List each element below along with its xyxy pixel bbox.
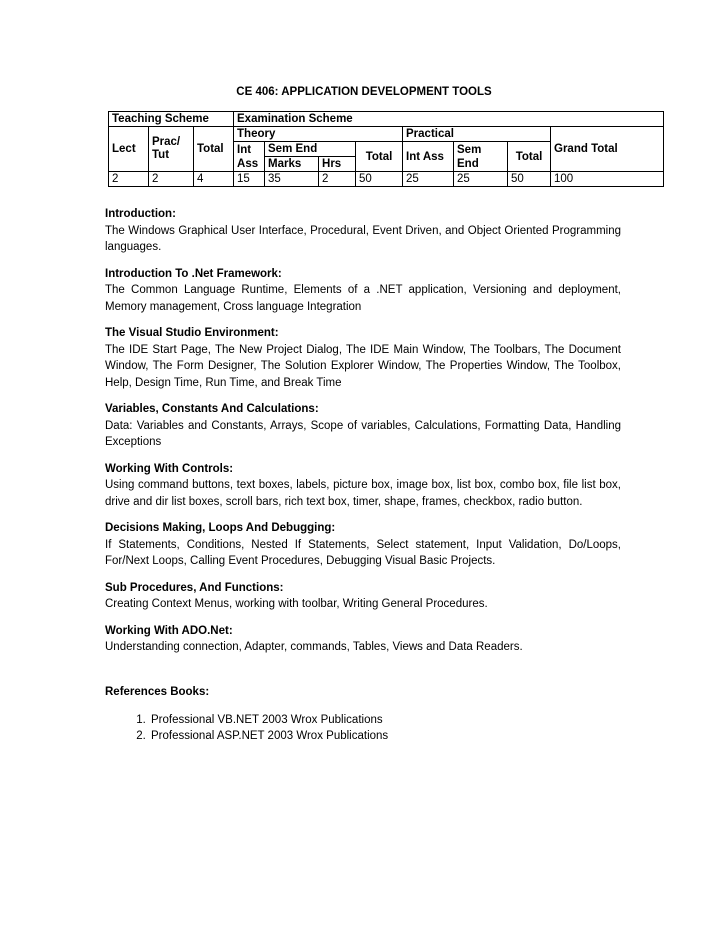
int-ass-header: Int Ass bbox=[234, 142, 265, 172]
table-subheader-row bbox=[109, 127, 664, 142]
examination-scheme-header: Examination Scheme bbox=[234, 112, 664, 127]
references-list bbox=[105, 712, 621, 744]
section-decisions bbox=[105, 520, 621, 570]
total-header: Total bbox=[194, 127, 234, 172]
section-sub-procedures bbox=[105, 580, 621, 613]
section-net-framework bbox=[105, 266, 621, 316]
prac-sem-end-header: Sem End bbox=[454, 142, 508, 172]
references-heading: References Books: bbox=[105, 685, 210, 698]
section-body: Using command buttons, text boxes, labels, picture box, image box, list box, combo box, file list box, drive and dir list boxes, scroll bars, rich text box, timer, shape, frames, checkbox, radio button. bbox=[105, 479, 621, 508]
section-body: Data: Variables and Constants, Arrays, Scope of variables, Calculations, Formatting Data, Handling Exceptions bbox=[105, 419, 621, 448]
lect-header: Lect bbox=[109, 127, 149, 172]
section-body: The Windows Graphical User Interface, Procedural, Event Driven, and Object Oriented Programming languages. bbox=[105, 224, 621, 253]
section-heading: Introduction To .Net Framework: bbox=[105, 267, 282, 280]
prac-tut-header: Prac/ Tut bbox=[149, 127, 194, 172]
section-body: Understanding connection, Adapter, commands, Tables, Views and Data Readers. bbox=[105, 641, 523, 653]
table-cell: 2 bbox=[149, 172, 194, 187]
list-item: 1. Professional VB.NET 2003 Wrox Publications bbox=[149, 712, 621, 728]
section-heading: Variables, Constants And Calculations: bbox=[105, 403, 319, 415]
section-body: The IDE Start Page, The New Project Dialog, The IDE Main Window, The Toolbars, The Document Window, The Form Designer, The Solution Explorer Window, The Properties Window, The Toolbox, Help, Design Time, Run Time, and Break Time bbox=[105, 343, 621, 389]
table-cell: 50 bbox=[356, 172, 403, 187]
table-cell: 35 bbox=[265, 172, 319, 187]
section-visual-studio bbox=[105, 325, 621, 391]
table-cell: 2 bbox=[319, 172, 356, 187]
table-cell: 100 bbox=[551, 172, 664, 187]
section-body: The Common Language Runtime, Elements of a .NET application, Versioning and deployment, Memory management, Cross language Integration bbox=[105, 284, 621, 313]
prac-total-header: Total bbox=[508, 142, 551, 172]
section-heading: Sub Procedures, And Functions: bbox=[105, 581, 284, 594]
table-cell: 50 bbox=[508, 172, 551, 187]
table-cell: 25 bbox=[454, 172, 508, 187]
table-cell: 15 bbox=[234, 172, 265, 187]
section-introduction bbox=[105, 206, 621, 256]
marks-header: Marks bbox=[265, 157, 319, 172]
section-heading: Working With ADO.Net: bbox=[105, 624, 233, 637]
table-header-row bbox=[109, 112, 664, 127]
section-ado-net bbox=[105, 623, 621, 656]
table-cell: 2 bbox=[109, 172, 149, 187]
section-heading: Introduction: bbox=[105, 208, 176, 220]
syllabus-content bbox=[105, 206, 621, 744]
sem-end-header: Sem End bbox=[265, 142, 356, 157]
theory-header: Theory bbox=[234, 127, 403, 142]
section-heading: Working With Controls: bbox=[105, 462, 234, 475]
hrs-header: Hrs bbox=[319, 157, 356, 172]
table-row bbox=[109, 172, 664, 187]
table-cell: 25 bbox=[403, 172, 454, 187]
theory-total-header: Total bbox=[356, 142, 403, 172]
table-cell: 4 bbox=[194, 172, 234, 187]
scheme-table bbox=[108, 111, 664, 187]
section-heading: Decisions Making, Loops And Debugging: bbox=[105, 522, 336, 534]
section-body: Creating Context Menus, working with toolbar, Writing General Procedures. bbox=[105, 598, 488, 610]
section-body: If Statements, Conditions, Nested If Statements, Select statement, Input Validation, Do/Loops, For/Next Loops, Calling Event Procedures, Debugging Visual Basic Projects. bbox=[105, 538, 621, 567]
practical-header: Practical bbox=[403, 127, 551, 142]
list-item: 2. Professional ASP.NET 2003 Wrox Publications bbox=[149, 728, 621, 744]
section-controls bbox=[105, 461, 621, 511]
prac-int-ass-header: Int Ass bbox=[403, 142, 454, 172]
section-variables bbox=[105, 401, 621, 451]
grand-total-header: Grand Total bbox=[551, 127, 664, 172]
page-title: CE 406: APPLICATION DEVELOPMENT TOOLS bbox=[236, 86, 492, 98]
teaching-scheme-header: Teaching Scheme bbox=[109, 112, 234, 127]
section-heading: The Visual Studio Environment: bbox=[105, 327, 279, 339]
